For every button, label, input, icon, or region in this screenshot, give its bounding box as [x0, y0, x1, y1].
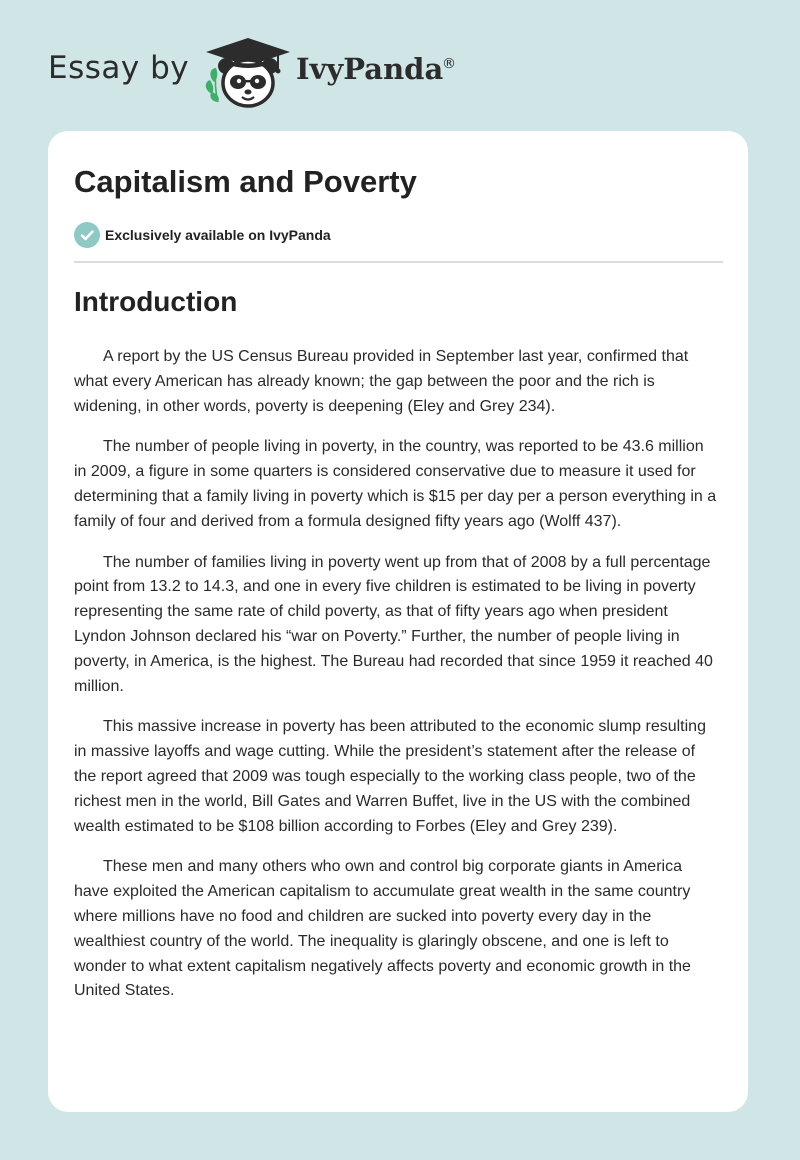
- section-heading-introduction: Introduction: [74, 286, 238, 317]
- essay-card: [48, 131, 748, 1112]
- panda-graduate-logo-icon[interactable]: [200, 36, 292, 110]
- paragraph: The number of people living in poverty, in the country, was reported to be 43.6 million in 2009, a figure in some quarters is considered conservative due to measure it used for determining that a family living in poverty which is $15 per day per a person everything in a family of four and derived from a formula designed fifty years ago (Wolff 437).: [74, 438, 717, 530]
- site-header: [0, 0, 800, 120]
- paragraph: This massive increase in poverty has been attributed to the economic slump resulting in massive layoffs and wage cutting. While the president’s statement after the release of the report agreed that 2009 was tough especially to the working class people, two of the richest men in the world, Bill Gates and Warren Buffet, live in the US with the combined wealth estimated to be $108 billion according to Forbes (Eley and Grey 239).: [74, 718, 706, 835]
- essay-body: [74, 345, 720, 1020]
- paragraph: The number of families living in poverty went up from that of 2008 by a full percentage point from 13.2 to 14.3, and one in every five children is estimated to be living in poverty representing the same rate of child poverty, as that of fifty years ago when president Lyndon Johnson declared his “war on Poverty.” Further, the number of people living in poverty, in America, is the highest. The Bureau had recorded that since 1959 it reached 40 million.: [74, 553, 713, 695]
- divider: [74, 261, 723, 263]
- exclusive-badge: [74, 222, 331, 248]
- page-title: Capitalism and Poverty: [74, 164, 417, 199]
- paragraph: These men and many others who own and control big corporate giants in America have exploited the American capitalism to accumulate great wealth in the same country where millions have no food and children are sucked into poverty every day in the wealthiest country of the world. The inequality is glaringly obscene, and one is left to wonder to what extent capitalism negatively affects poverty and economic growth in the United States.: [74, 858, 691, 1000]
- brand-name[interactable]: IvyPanda: [296, 52, 444, 86]
- essay-by-label: Essay by: [48, 50, 190, 86]
- check-circle-icon: [74, 222, 100, 248]
- exclusive-badge-text: Exclusively available on IvyPanda: [105, 227, 331, 243]
- paragraph: A report by the US Census Bureau provided in September last year, confirmed that what every American has already known; the gap between the poor and the rich is widening, in other words, poverty is deepening (Eley and Grey 234).: [74, 348, 689, 415]
- registered-mark: ®: [442, 56, 456, 72]
